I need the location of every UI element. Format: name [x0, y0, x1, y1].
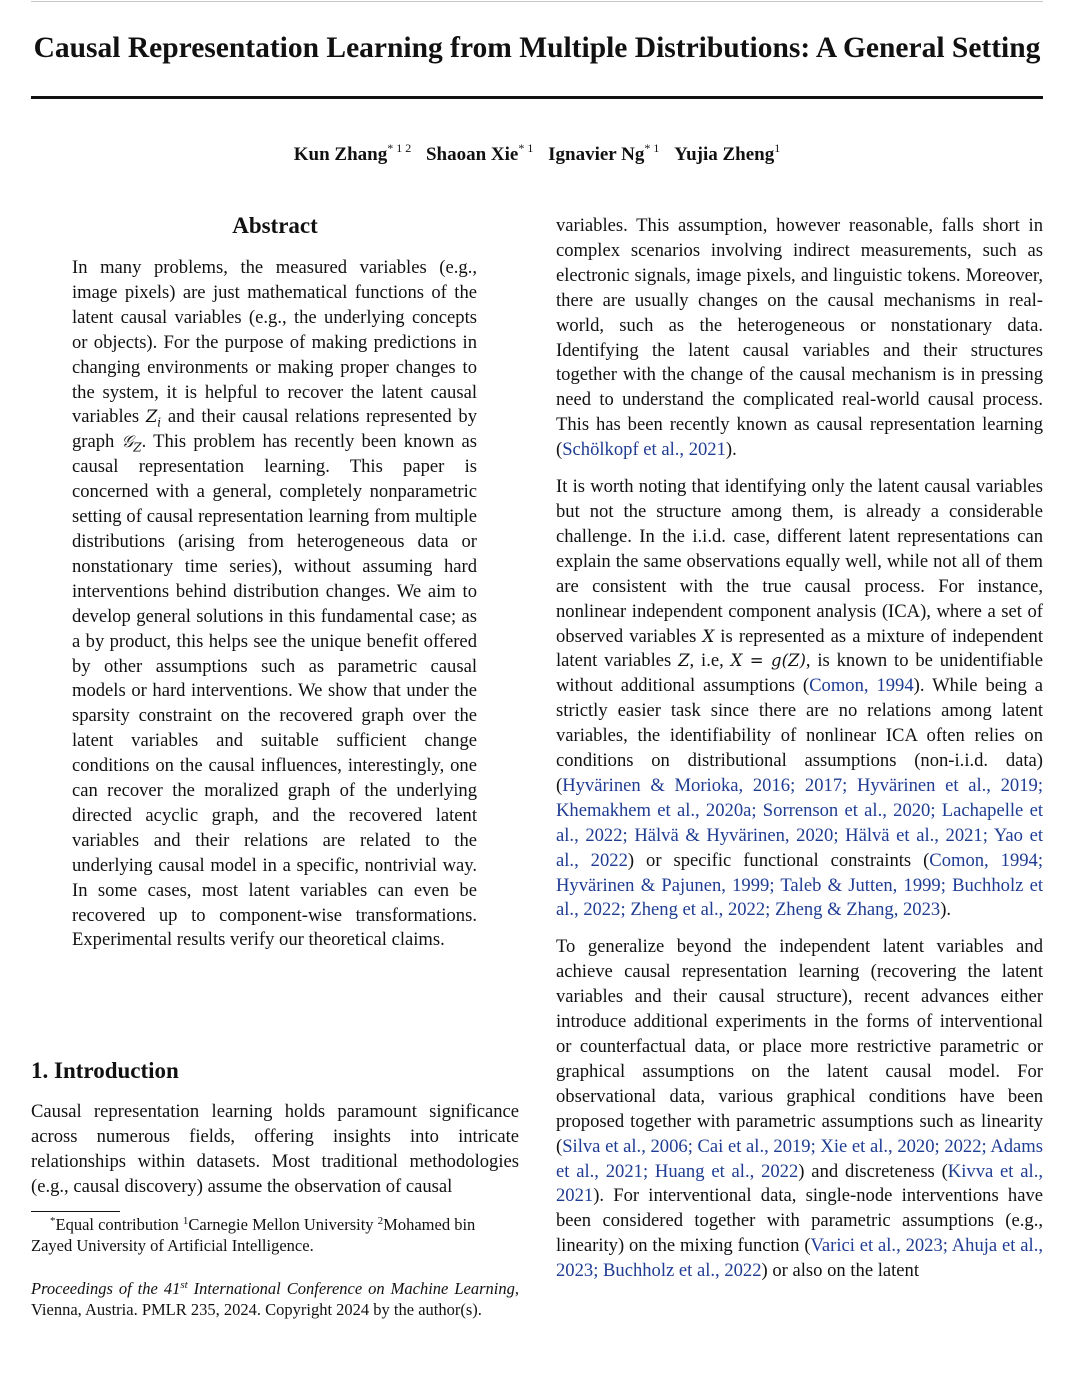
proceedings-note: Proceedings of the 41st International Conference on Machine Learning, Vienna, Austria. PMLR 235, 2024. Copyright 2024 by the author(s). [31, 1279, 519, 1319]
author: Shaoan Xie$^{* 1}$ [425, 141, 534, 165]
paragraph: To generalize beyond the independent latent variables and achieve causal representation learning (recovering the latent variables and their causal structure), recent advances either introduce additional experiments in the forms of interventional or counterfactual data, or place more restrictive parametric or graphical assumptions on the latent causal model. For observational data, various graphical conditions have been proposed together with parametric assumptions such as linearity (Silva et al., 2006; Cai et al., 2019; Xie et al., 2020; 2022; Adams et al., 2021; Huang et al., 2022) and discreteness (Kivva et al., 2021). For interventional data, single-node interventions have been considered together with parametric assumptions (e.g., linearity) on the mixing function (Varici et al., 2023; Ahuja et al., 2023; Buchholz et al., 2022) or also on the latent [556, 936, 1044, 1282]
author: Ignavier Ng$^{* 1}$ [548, 141, 660, 165]
abstract-heading: Abstract [232, 213, 318, 238]
section-heading: 1. Introduction [31, 1058, 179, 1083]
citation-link[interactable]: Hyvärinen & Morioka, 2016; 2017; Hyvärinen et al., 2019; Khemakhem et al., 2020a; Sorrenson et al., 2020; Lachapelle et al., 2022; Hälvä & Hyvärinen, 2020; Hälvä et al., 2021; Yao et al., 2022 [556, 774, 1043, 871]
paragraph: variables. This assumption, however reasonable, falls short in complex scenarios involving indirect measurements, such as electronic signals, image pixels, and linguistic tokens. Moreover, there are usually changes on the causal mechanisms in real-world, such as the heterogeneous or nonstationary data. Identifying the latent causal variables and their structures together with the change of the causal mechanism is in pressing need to understand the complicated real-world causal process. This has been recently known as causal representation learning (Schölkopf et al., 2021). [556, 215, 1043, 461]
citation-link[interactable]: Comon, 1994; Hyvärinen & Pajunen, 1999; Taleb & Jutten, 1999; Buchholz et al., 2022; Zheng et al., 2022; Zheng & Zhang, 2023 [556, 849, 1044, 921]
paper-title: Causal Representation Learning from Multiple Distributions: A General Setting [33, 32, 1041, 64]
citation-link[interactable]: Schölkopf et al., 2021 [562, 439, 726, 461]
author-list [31, 141, 1043, 169]
citation-link[interactable]: Varici et al., 2023; Ahuja et al., 2023; Buchholz et al., 2022 [556, 1235, 1043, 1282]
citation-link[interactable]: Comon, 1994 [809, 675, 914, 697]
author: Kun Zhang$^{* 1 2}$ [293, 141, 412, 165]
abstract-body: In many problems, the measured variables (e.g., image pixels) are just mathematical functions of the latent causal variables (e.g., the underlying concepts or objects). For the purpose of making predictions in changing environments or making proper changes to the system, it is helpful to recover the latent causal variables $Z_i$ and their causal relations represented by graph 𝒢$_Z$. This problem has recently been known as causal representation learning. This paper is concerned with a general, completely nonparametric setting of causal representation learning from multiple distributions (arising from heterogeneous data or nonstationary time series), without assuming hard interventions behind distribution changes. We aim to develop general solutions in this fundamental case; as a by product, this helps see the unique benefit offered by other assumptions such as parametric causal models or hard interventions. We show that under the sparsity constraint on the recovered graph over the latent variables and suitable sufficient change conditions on the causal influences, interestingly, one can recover the moralized graph of the underlying directed acyclic graph, and the recovered latent variables and their relations are related to the underlying causal model in a specific, nontrivial way. In some cases, most latent variables can even be recovered up to component-wise transformations. Experimental results verify our theoretical claims. [72, 257, 477, 951]
citation-link[interactable]: Silva et al., 2006; Cai et al., 2019; Xie et al., 2020; 2022; Adams et al., 2021; Huang et al., 2022 [556, 1135, 1043, 1182]
paragraph: It is worth noting that identifying only the latent causal variables but not the structure among them, is already a considerable challenge. In the i.i.d. case, different latent representations can explain the same observations equally well, while not all of them are consistent with the true causal process. For instance, nonlinear independent component analysis (ICA), where a set of observed variables X is represented as a mixture of independent latent variables Z, i.e, X = g(Z), is known to be unidentifiable without additional assumptions (Comon, 1994). While being a strictly easier task since there are no relations among latent variables, the identifiability of nonlinear ICA often relies on conditions on distributional assumptions (non-i.i.d. data) (Hyvärinen & Morioka, 2016; 2017; Hyvärinen et al., 2019; Khemakhem et al., 2020a; Sorrenson et al., 2020; Lachapelle et al., 2022; Hälvä & Hyvärinen, 2020; Hälvä et al., 2021; Yao et al., 2022) or specific functional constraints (Comon, 1994; Hyvärinen & Pajunen, 1999; Taleb & Jutten, 1999; Buchholz et al., 2022; Zheng et al., 2022; Zheng & Zhang, 2023). [556, 476, 1044, 921]
top-rule [31, 1, 1043, 2]
math-z-i: $Z_i$ [145, 407, 162, 430]
footnote: *Equal contribution $^1$Carnegie Mellon University $^2$Mohamed bin Zayed University of Artificial Intelligence. [31, 1215, 476, 1255]
math-x: X [702, 626, 715, 646]
citation-link[interactable]: Kivva et al., 2021 [556, 1160, 1044, 1207]
math-graph-gz: 𝒢$_Z$ [121, 432, 142, 455]
math-mixing-equation: X = g(Z) [730, 651, 806, 671]
intro-paragraph-left: Causal representation learning holds paramount significance across numerous fields, offering insights into intricate relationships within datasets. Most traditional methodologies (e.g., causal discovery) assume the observation of causal [31, 1101, 519, 1197]
math-z: Z [678, 651, 690, 671]
author: Yujia Zheng$^1$ [674, 141, 781, 165]
footnote-rule [31, 1211, 120, 1212]
right-column [556, 214, 1043, 1296]
title-rule [31, 96, 1043, 99]
